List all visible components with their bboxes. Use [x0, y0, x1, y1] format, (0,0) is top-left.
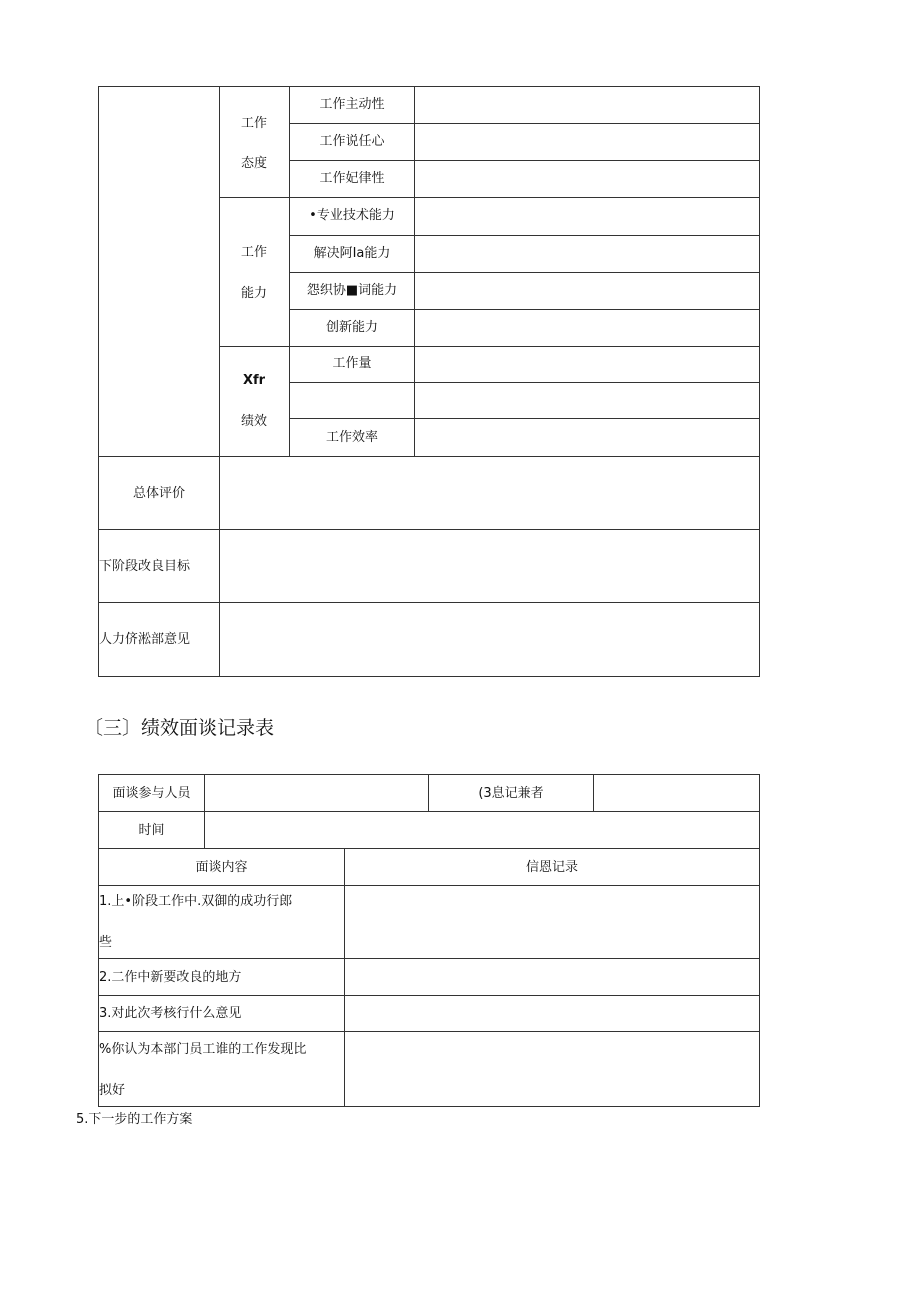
- group-performance-label-line2: 绩效: [240, 414, 267, 429]
- item-coordination: 怨织协■词能力: [306, 283, 398, 298]
- item-workload: 工作量: [332, 356, 372, 371]
- section3-title: 〔三〕绩效面谈记录表: [84, 717, 275, 739]
- group-attitude-label-line2: 态度: [240, 156, 267, 171]
- hr-department-opinion-label: 人力侪淞部意见: [99, 632, 191, 647]
- group-ability-label-line2: 能力: [240, 286, 267, 301]
- item-work-discipline: 工作妃律性: [319, 171, 385, 186]
- item-professional-skill: •专业技术能力: [309, 208, 395, 223]
- group-attitude-label-line1: 工作: [240, 116, 267, 131]
- item-work-initiative: 工作主动性: [319, 97, 385, 112]
- question-1-line1: 1.上•阶段工作中.双御的成功行郎: [99, 894, 293, 909]
- interview-content-header: 面谈内容: [195, 860, 248, 875]
- participants-label: 面谈参与人员: [112, 786, 191, 801]
- item-problem-solving: 解决阿Ia能力: [313, 246, 391, 261]
- item-work-responsibility: 工作说任心: [319, 134, 385, 149]
- question-4-line2: 拟好: [99, 1083, 126, 1098]
- question-4-line1: %你认为本部门员工谁的工作发现比: [99, 1042, 307, 1057]
- question-5: 5.下一步的工作方案: [76, 1112, 193, 1127]
- group-performance-label-line1: Xfr: [242, 373, 266, 388]
- next-stage-goal-label: 下阶段改良目标: [99, 559, 191, 574]
- time-label: 时间: [138, 823, 165, 838]
- question-2: 2.二作中新要改良的地方: [99, 970, 242, 985]
- question-1-line2: 些: [99, 935, 113, 950]
- record-header: 信恩记录: [525, 860, 578, 875]
- overall-evaluation-label: 总体评价: [132, 486, 185, 501]
- item-work-efficiency: 工作效率: [325, 430, 378, 445]
- recorder-label: (3息记兼者: [478, 786, 544, 801]
- group-ability-label-line1: 工作: [240, 245, 267, 260]
- question-3: 3.对此次考核行什么意见: [99, 1006, 242, 1021]
- item-innovation: 创新能力: [325, 320, 378, 335]
